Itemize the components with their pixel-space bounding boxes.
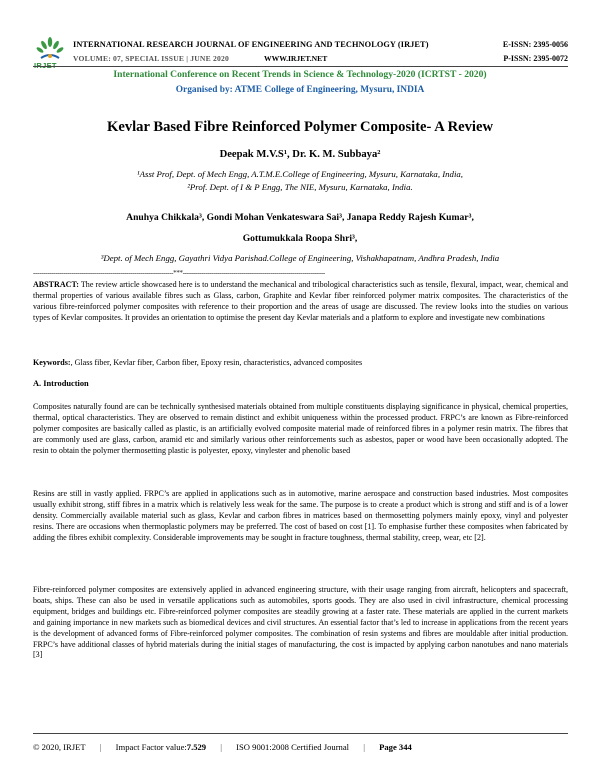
paragraph-2: Resins are still in vastly applied. FRPC’s are applied in applications such as in automotive, marine aerospace and construction based industries. Most composites usually exhibit strong, stiff fibres in a matrix which is relatively less weak for the same. The purpose is to create a product which is strong and stiff and is of a lower density. Commercially available material such as glass, Kevlar and carbon fibres in matrices based on thermosetting polymers mainly epoxy, vinyl and polyester resins. There are occasions when thermoplastic polymers may be preferred. The cost of based on cost [1]. To emphasise further these composites when fabricated by adding the fibres exhibit complexity. Considerable improvements may be sought in fracture toughness, thermal stability, creep, wear, etc [2]. xyxy=(33,489,568,542)
footer-divider: | xyxy=(99,742,102,752)
header-rule xyxy=(33,66,568,67)
footer xyxy=(33,742,568,752)
volume-line: VOLUME: 07, SPECIAL ISSUE | JUNE 2020 xyxy=(73,54,229,63)
journal-name: INTERNATIONAL RESEARCH JOURNAL OF ENGINEERING AND TECHNOLOGY (IRJET) xyxy=(73,40,429,49)
footer-rule xyxy=(33,733,568,734)
footer-divider: | xyxy=(220,742,222,752)
footer-page: Page 344 xyxy=(379,742,412,752)
keywords xyxy=(33,358,568,369)
footer-iso: ISO 9001:2008 Certified Journal xyxy=(236,742,350,752)
p-issn: P-ISSN: 2395-0072 xyxy=(503,54,568,63)
footer-impact-value: 7.529 xyxy=(186,742,207,752)
conference-line: International Conference on Recent Trends in Science & Technology-2020 (ICRTST - 2020) xyxy=(113,69,487,80)
paragraph-3: Fibre-reinforced polymer composites are extensively applied in advanced engineering structure, with their usage ranging from aircraft, helicopters and spacecraft, boats, ships. These can also be used in versatile applications such as automobiles, sports goods. They are also used in civil infrastructure, chemical processing equipment, bridges and buildings etc. Fibre-reinforced polymer composites are steadily growing at a faster rate. These materials are applied in the current markets and gaining importance in new markets such as biomedical devices and civil structures. An essential factor that’s led to increase in applications from the recent years is the development of advanced forms of Fibre-reinforced polymer composites. The combination of resin systems and fibres are mouldable after initial production. FRPC’s have additional classes of hybrid materials during the initial stages of manufacturing, the cost is impacted by applying carbon nanotubes and nano materials [3] xyxy=(33,585,568,660)
section-heading: A. Introduction xyxy=(33,379,89,388)
authors-line-1: Deepak M.V.S¹, Dr. K. M. Subbaya² xyxy=(219,149,381,160)
abstract-label: ABSTRACT: xyxy=(33,280,79,289)
keywords-text: , Glass fiber, Kevlar fiber, Carbon fiber, Epoxy resin, characteristics, advanced composites xyxy=(70,358,363,367)
website-link[interactable]: WWW.IRJET.NET xyxy=(264,54,328,63)
affiliation-2: ²Prof. Dept. of I & P Engg, The NIE, Mysuru, Karnataka, India. xyxy=(187,182,413,192)
paper-title: Kevlar Based Fibre Reinforced Polymer Composite- A Review xyxy=(107,119,493,135)
affiliation-3: ³Dept. of Mech Engg, Gayathri Vidya Parishad.College of Engineering, Vishakhapatnam, Andhra Pradesh, India xyxy=(100,253,500,263)
footer-divider: | xyxy=(363,742,365,752)
organiser-line: Organised by: ATME College of Engineering, Mysuru, INDIA xyxy=(175,85,425,95)
paragraph-1: Composites naturally found are can be technically synthesised materials obtained from multiple constituents displaying significance in physical, chemical properties, thermal, optical characteristics. They are observed to remain distinct and exhibit uniqueness within the processed product. FRPC’s are known as Fibre-reinforced polymer composites are basically called as plastic, is an artificially evolved composite material made of reinforced fibres in a polymer resin matrix. The fibres that are commonly used are glass, carbon, aramid etc and similarly various other reinforcements such as asbestos, paper or wood have been occasionally adopted. The resin to obtain the polymer thermosetting plastic is polyester, epoxy, vinylester and phenolic based xyxy=(33,402,568,455)
footer-impact-label: Impact Factor value: xyxy=(115,742,187,752)
authors-line-2: Anuhya Chikkala³, Gondi Mohan Venkateswara Sai³, Janapa Reddy Rajesh Kumar³, xyxy=(126,212,474,223)
e-issn: E-ISSN: 2395-0056 xyxy=(502,40,568,49)
abstract-text: The review article showcased here is to understand the mechanical and tribological characteristics such as tensile, flexural, impact, wear, chemical and thermal properties of various available fibres such as Glass, carbon, Graphite and Kevlar fiber reinforced polymer matrix composites. The characteristics of the various fibre-reinforced polymer composites with reference to their proportion and the areas of usage are discussed. The review looks into the studies on various types of Kevlar composites. It provides an orientation to optimise the present day Kevlar materials and a platform to explore and investigate new combinations xyxy=(33,280,568,322)
abstract xyxy=(33,280,568,324)
authors-line-3: Gottumukkala Roopa Shri³, xyxy=(242,233,358,244)
footer-copyright: © 2020, IRJET xyxy=(33,742,86,752)
abstract-separator: ---------------------------------------------------------------------***---------------------------------------------------------------------- xyxy=(33,269,325,277)
keywords-label: Keywords: xyxy=(33,358,71,367)
affiliation-1: ¹Asst Prof, Dept. of Mech Engg, A.T.M.E.College of Engineering, Mysuru, Karnataka, India, xyxy=(137,169,463,179)
